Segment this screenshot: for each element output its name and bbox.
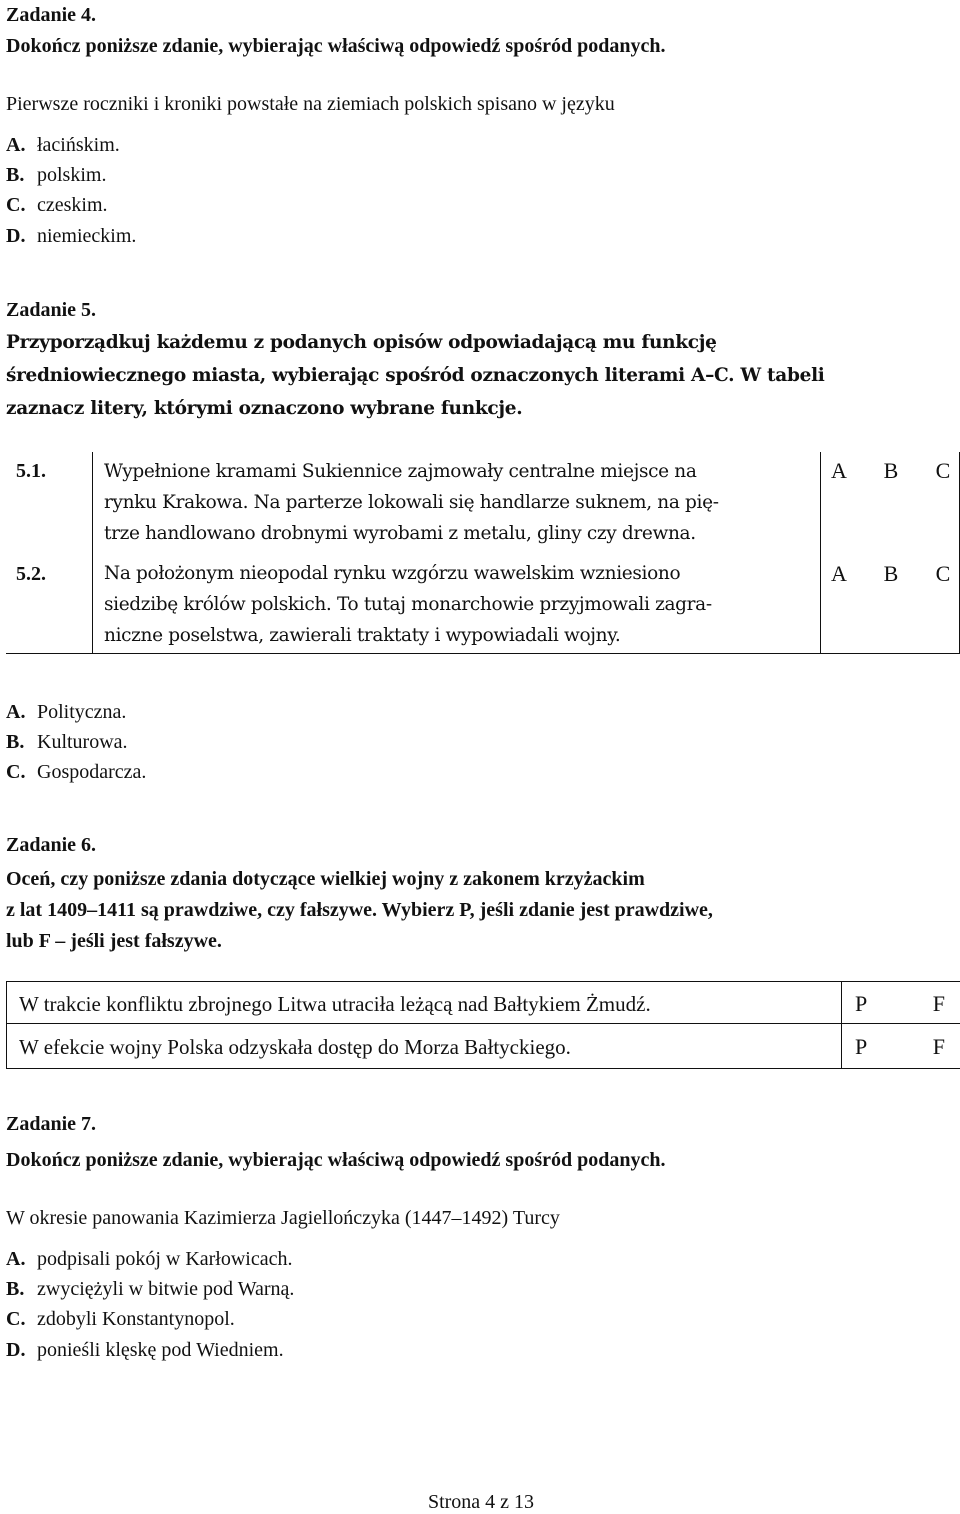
description-line: Wypełnione kramami Sukiennice zajmowały centralne miejsce na	[104, 461, 697, 482]
option-letter: B.	[6, 1278, 25, 1300]
choice-p[interactable]: P	[855, 991, 868, 1016]
task6-row1-choices	[855, 992, 945, 1016]
task5-title: Zadanie 5.	[6, 299, 97, 321]
task4-instruction: Dokończ poniższe zdanie, wybierając właściwą odpowiedź spośród podanych.	[6, 35, 666, 57]
choice-p[interactable]: P	[855, 1034, 868, 1059]
task7-option-b[interactable]	[6, 1277, 294, 1301]
task4-option-a[interactable]	[6, 133, 120, 157]
option-text: łacińskim.	[37, 134, 120, 156]
task7-title: Zadanie 7.	[6, 1113, 97, 1135]
option-text: ponieśli klęskę pod Wiedniem.	[37, 1339, 284, 1361]
choice-b[interactable]: B	[883, 458, 899, 483]
task6-title: Zadanie 6.	[6, 834, 97, 856]
task5-row-number: 5.1.	[16, 460, 46, 482]
task6-instruction-line: Oceń, czy poniższe zdania dotyczące wielkiej wojny z zakonem krzyżackim	[6, 868, 645, 890]
option-letter: D.	[6, 1339, 26, 1361]
task7-option-a[interactable]	[6, 1247, 293, 1271]
task4-title: Zadanie 4.	[6, 4, 97, 26]
task5-row2-choices	[828, 562, 954, 586]
task5-instruction-line: średniowiecznego miasta, wybierając spośród oznaczonych literami A–C. W tabeli	[6, 365, 825, 386]
choice-f[interactable]: F	[932, 991, 945, 1016]
description-line: Na położonym nieopodal rynku wzgórzu wawelskim wzniesiono	[104, 563, 681, 584]
task5-option-b	[6, 730, 128, 754]
task6-instruction-line: lub F – jeśli jest fałszywe.	[6, 930, 222, 952]
option-letter: A.	[6, 701, 26, 723]
option-text: zdobyli Konstantynopol.	[37, 1308, 235, 1330]
task7-stem: W okresie panowania Kazimierza Jagiellończyka (1447–1492) Turcy	[6, 1207, 560, 1229]
option-text: niemieckim.	[37, 225, 137, 247]
option-text: Kulturowa.	[37, 731, 128, 753]
description-line: trze handlowano drobnymi wyrobami z metalu, gliny czy drewna.	[104, 523, 696, 544]
option-letter: C.	[6, 1308, 26, 1330]
choice-f[interactable]: F	[932, 1034, 945, 1059]
option-letter: D.	[6, 225, 26, 247]
task6-true-false-table	[6, 981, 960, 1069]
page-number: Strona 4 z 13	[427, 1491, 535, 1513]
table-divider	[820, 452, 821, 653]
choice-b[interactable]: B	[883, 561, 899, 586]
option-text: Polityczna.	[37, 701, 127, 723]
option-letter: C.	[6, 194, 26, 216]
task4-option-c[interactable]	[6, 193, 108, 217]
choice-c[interactable]: C	[935, 458, 951, 483]
exam-page	[6, 0, 956, 1513]
task5-matching-table	[6, 452, 960, 654]
task5-option-c	[6, 760, 146, 784]
option-text: czeskim.	[37, 194, 108, 216]
task4-stem: Pierwsze roczniki i kroniki powstałe na ziemiach polskich spisano w języku	[6, 93, 615, 115]
task6-instruction-line: z lat 1409–1411 są prawdziwe, czy fałszywe. Wybierz P, jeśli zdanie jest prawdziwe,	[6, 899, 713, 921]
table-divider	[92, 452, 93, 653]
task7-option-d[interactable]	[6, 1338, 284, 1362]
choice-a[interactable]: A	[831, 458, 847, 483]
task5-instruction-line: zaznacz litery, którymi oznaczono wybrane funkcje.	[6, 398, 523, 419]
task4-option-b[interactable]	[6, 163, 106, 187]
task5-row-description	[104, 558, 804, 651]
task7-option-c[interactable]	[6, 1307, 235, 1331]
task5-row-number: 5.2.	[16, 563, 46, 585]
choice-c[interactable]: C	[935, 561, 951, 586]
task5-instruction-line: Przyporządkuj każdemu z podanych opisów odpowiadającą mu funkcję	[6, 332, 717, 353]
task5-row1-choices	[828, 459, 954, 483]
option-text: zwyciężyli w bitwie pod Warną.	[37, 1278, 295, 1300]
option-text: podpisali pokój w Karłowicach.	[37, 1248, 293, 1270]
description-line: niczne poselstwa, zawierali traktaty i wypowiadali wojny.	[104, 625, 621, 646]
option-text: Gospodarcza.	[37, 761, 147, 783]
table-divider	[7, 1023, 960, 1024]
task6-row2-choices	[855, 1035, 945, 1059]
task6-statement: W trakcie konfliktu zbrojnego Litwa utraciła leżącą nad Bałtykiem Żmudź.	[19, 992, 651, 1016]
description-line: siedzibę królów polskich. To tutaj monarchowie przyjmowali zagra-	[104, 594, 712, 615]
table-divider	[841, 982, 842, 1068]
option-letter: B.	[6, 731, 25, 753]
option-letter: A.	[6, 1248, 26, 1270]
task5-option-a	[6, 700, 126, 724]
task7-instruction: Dokończ poniższe zdanie, wybierając właściwą odpowiedź spośród podanych.	[6, 1149, 666, 1171]
description-line: rynku Krakowa. Na parterze lokowali się handlarze suknem, na pię-	[104, 492, 719, 513]
option-text: polskim.	[37, 164, 107, 186]
option-letter: B.	[6, 164, 25, 186]
task4-option-d[interactable]	[6, 224, 136, 248]
choice-a[interactable]: A	[831, 561, 847, 586]
option-letter: C.	[6, 761, 26, 783]
task5-row-description	[104, 456, 804, 549]
task6-statement: W efekcie wojny Polska odzyskała dostęp do Morza Bałtyckiego.	[19, 1035, 571, 1059]
option-letter: A.	[6, 134, 26, 156]
